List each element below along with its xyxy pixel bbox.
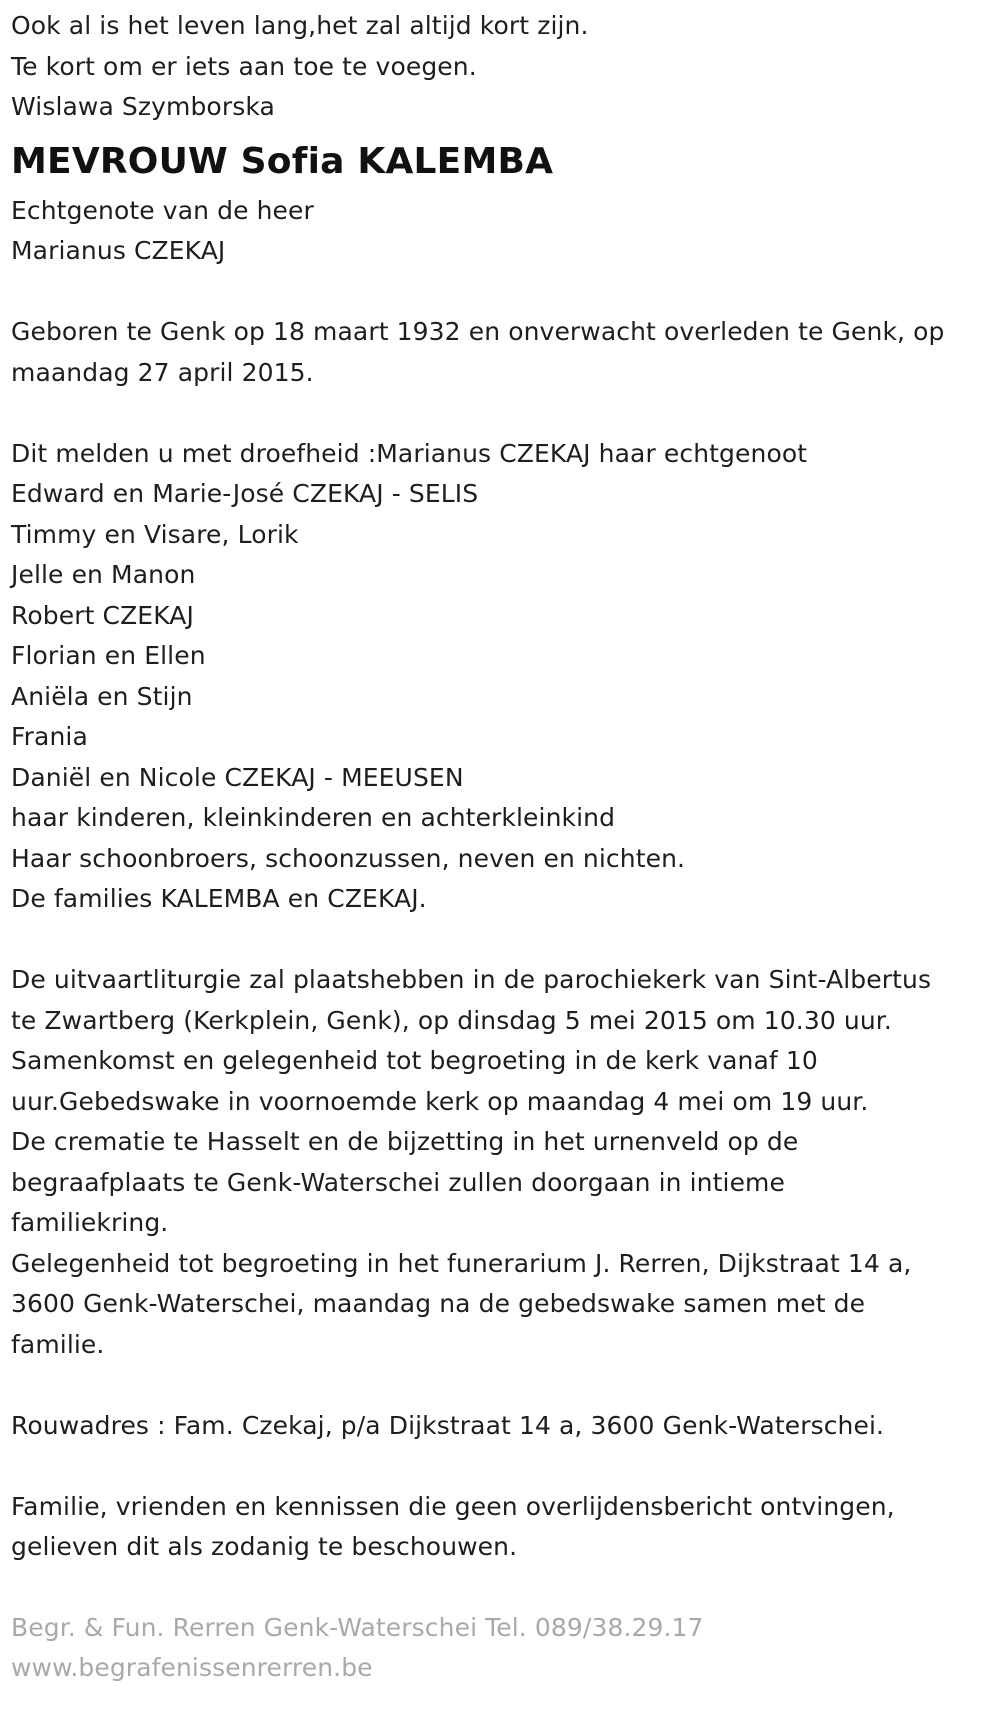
ceremony-line: uur.Gebedswake in voornoemde kerk op maandag 4 mei om 19 uur. bbox=[11, 1086, 869, 1116]
paragraph-spacer bbox=[11, 393, 996, 434]
ceremony-line: begraafplaats te Genk-Waterschei zullen doorgaan in intieme bbox=[11, 1167, 785, 1197]
deceased-name-title: MEVROUW Sofia KALEMBA bbox=[11, 140, 554, 182]
family-line: Jelle en Manon bbox=[11, 560, 196, 589]
ceremony-line: familie. bbox=[11, 1329, 105, 1359]
ceremony-line: familiekring. bbox=[11, 1208, 169, 1237]
funeral-home-info: Begr. & Fun. Rerren Genk-Waterschei Tel. 089/38.29.17 bbox=[11, 1612, 704, 1642]
family-line: De families KALEMBA en CZEKAJ. bbox=[11, 884, 427, 913]
family-line: Dit melden u met droefheid :Marianus CZEKAJ haar echtgenoot bbox=[11, 438, 808, 468]
notice-line: Familie, vrienden en kennissen die geen overlijdensbericht ontvingen, bbox=[11, 1491, 895, 1521]
footer-spacer bbox=[11, 1568, 996, 1608]
quote-line: Te kort om er iets aan toe te voegen. bbox=[11, 51, 477, 81]
quote-author: Wislawa Szymborska bbox=[11, 92, 275, 121]
family-line: Aniëla en Stijn bbox=[11, 681, 193, 711]
family-line: Robert CZEKAJ bbox=[11, 600, 194, 630]
family-line: Edward en Marie-José CZEKAJ - SELIS bbox=[11, 479, 479, 508]
footer bbox=[11, 1608, 996, 1689]
paragraph-spacer bbox=[11, 1365, 996, 1406]
spouse-line: Echtgenote van de heer bbox=[11, 195, 314, 225]
death-notice bbox=[11, 6, 996, 1689]
mourning-address: Rouwadres : Fam. Czekaj, p/a Dijkstraat 14 a, 3600 Genk-Waterschei. bbox=[11, 1410, 885, 1440]
ceremony-line: te Zwartberg (Kerkplein, Genk), op dinsdag 5 mei 2015 om 10.30 uur. bbox=[11, 1005, 892, 1035]
family-line: Haar schoonbroers, schoonzussen, neven en nichten. bbox=[11, 843, 686, 873]
ceremony-line: De crematie te Hasselt en de bijzetting in het urnenveld op de bbox=[11, 1127, 799, 1156]
ceremony-line: 3600 Genk-Waterschei, maandag na de gebedswake samen met de bbox=[11, 1289, 866, 1318]
family-block bbox=[11, 434, 996, 920]
ceremony-line: Gelegenheid tot begroeting in het funerarium J. Rerren, Dijkstraat 14 a, bbox=[11, 1248, 912, 1278]
paragraph-spacer bbox=[11, 920, 996, 961]
family-line: haar kinderen, kleinkinderen en achterkleinkind bbox=[11, 803, 616, 832]
quote-block bbox=[11, 6, 996, 128]
notice-block bbox=[11, 1487, 996, 1568]
family-line: Timmy en Visare, Lorik bbox=[11, 519, 299, 549]
birth-death-line: maandag 27 april 2015. bbox=[11, 357, 314, 387]
quote-line: Ook al is het leven lang,het zal altijd kort zijn. bbox=[11, 11, 589, 40]
family-line: Daniël en Nicole CZEKAJ - MEEUSEN bbox=[11, 762, 464, 792]
spouse-block bbox=[11, 191, 996, 272]
birth-death-block bbox=[11, 312, 996, 393]
paragraph-spacer bbox=[11, 1446, 996, 1487]
ceremony-block bbox=[11, 960, 996, 1365]
spouse-name: Marianus CZEKAJ bbox=[11, 236, 226, 265]
family-line: Florian en Ellen bbox=[11, 641, 206, 670]
birth-death-line: Geboren te Genk op 18 maart 1932 en onverwacht overleden te Genk, op bbox=[11, 317, 945, 346]
ceremony-line: Samenkomst en gelegenheid tot begroeting in de kerk vanaf 10 bbox=[11, 1046, 818, 1075]
ceremony-line: De uitvaartliturgie zal plaatshebben in de parochiekerk van Sint-Albertus bbox=[11, 965, 932, 994]
notice-line: gelieven dit als zodanig te beschouwen. bbox=[11, 1532, 518, 1561]
funeral-home-website: www.begrafenissenrerren.be bbox=[11, 1653, 373, 1682]
paragraph-spacer bbox=[11, 272, 996, 313]
family-line: Frania bbox=[11, 722, 88, 751]
address-block bbox=[11, 1406, 996, 1447]
